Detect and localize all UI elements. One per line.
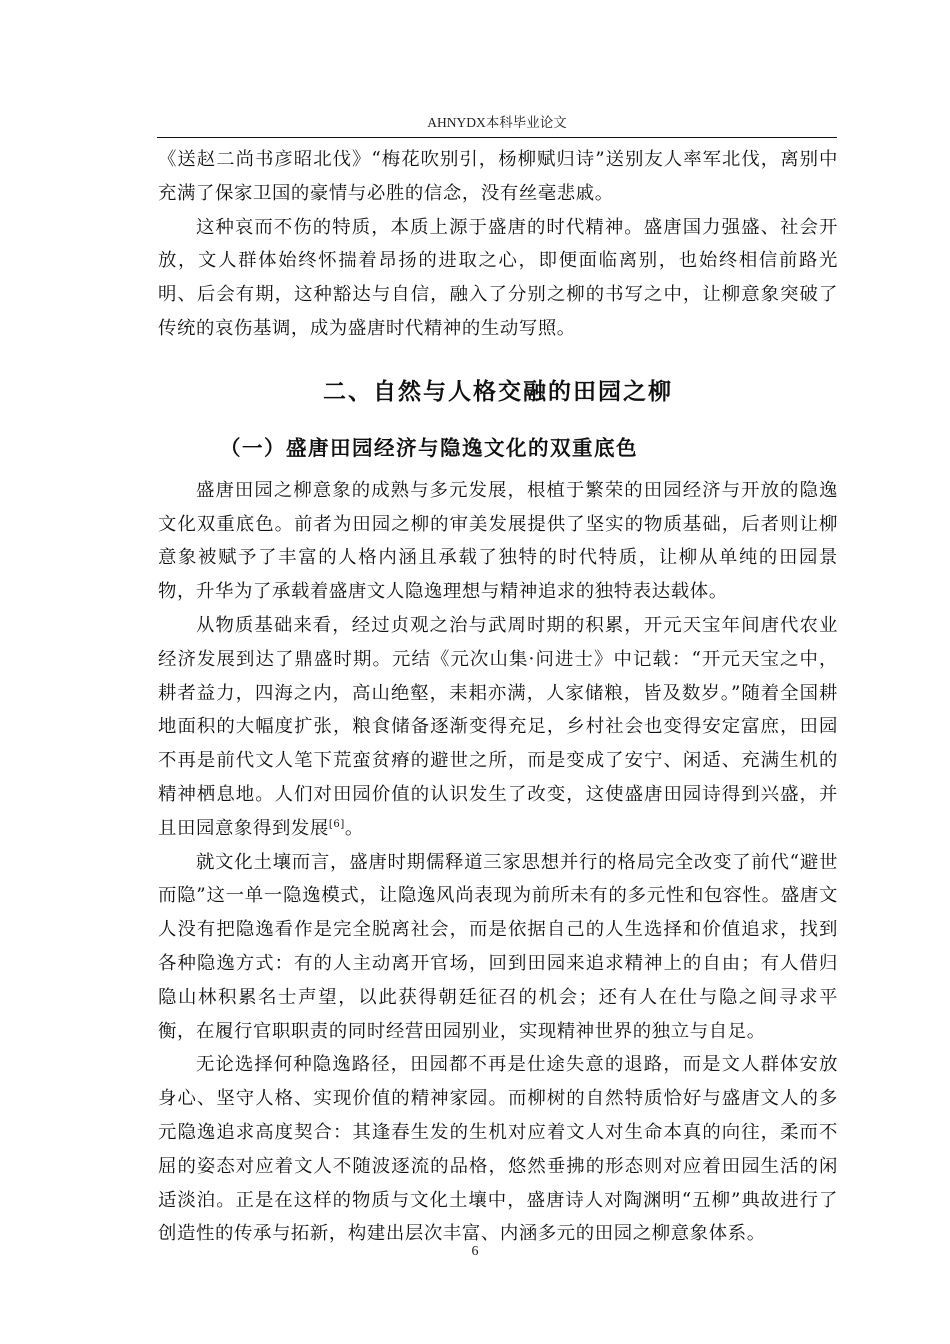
subsection-heading: （一）盛唐田园经济与隐逸文化的双重底色	[220, 435, 638, 460]
paragraph: 这种哀而不伤的特质，本质上源于盛唐的时代精神。盛唐国力强盛、社会开放，文人群体始终怀揣着昂扬的进取之心，即便面临离别，也始终相信前路光明、后会有期，这种豁达与自信，融入了分别之柳的书写之中，让柳意象突破了传统的哀伤基调，成为盛唐时代精神的生动写照。	[158, 216, 838, 339]
running-header: AHNYDX本科毕业论文	[427, 115, 567, 130]
paragraph: 盛唐田园之柳意象的成熟与多元发展，根植于繁荣的田园经济与开放的隐逸文化双重底色。前者为田园之柳的审美发展提供了坚实的物质基础，后者则让柳意象被赋予了丰富的人格内涵且承载了独特的时代特质，让柳从单纯的田园景物，升华为了承载着盛唐文人隐逸理想与精神追求的独特表达载体。	[158, 479, 838, 603]
paragraph-with-citation	[158, 609, 838, 846]
paragraph-end: 。	[344, 817, 364, 839]
paragraph-continued: 《送赵二尚书彦昭北伐》“梅花吹别引，杨柳赋归诗”送别友人率军北伐，离别中充满了保家卫国的豪情与必胜的信念，没有丝毫悲戚。	[158, 149, 838, 204]
header-rule	[157, 137, 837, 138]
paragraph: 无论选择何种隐逸路径，田园都不再是仕途失意的退路，而是文人群体安放身心、坚守人格、实现价值的精神家园。而柳树的自然特质恰好与盛唐文人的多元隐逸追求高度契合：其逢春生发的生机对应着文人对生命本真的向往，柔而不屈的姿态对应着文人不随波逐流的品格，悠然垂拂的形态则对应着田园生活的闲适淡泊。正是在这样的物质与文化土壤中，盛唐诗人对陶渊明“五柳”典故进行了创造性的传承与拓新，构建出层次丰富、内涵多元的田园之柳意象体系。	[158, 1054, 838, 1245]
section-heading: 二、自然与人格交融的田园之柳	[323, 378, 673, 405]
paragraph: 就文化土壤而言，盛唐时期儒释道三家思想并行的格局完全改变了前代“避世而隐”这一单一隐逸模式，让隐逸风尚表现为前所未有的多元性和包容性。盛唐文人没有把隐逸看作是完全脱离社会，而是依据自己的人生选择和价值追求，找到各种隐逸方式：有的人主动离开官场，回到田园来追求精神上的自由；有人借归隐山林积累名士声望，以此获得朝廷征召的机会；还有人在仕与隐之间寻求平衡，在履行官职职责的同时经营田园别业，实现精神世界的独立与自足。	[158, 851, 838, 1042]
page-number: 6	[471, 1244, 479, 1259]
paragraph-text: 从物质基础来看，经过贞观之治与武周时期的积累，开元天宝年间唐代农业经济发展到达了鼎盛时期。元结《元次山集·问进士》中记载：“开元天宝之中，耕者益力，四海之内，高山绝壑，耒耜亦满，人家储粮，皆及数岁。”随着全国耕地面积的大幅度扩张，粮食储备逐渐变得充足，乡村社会也变得安定富庶，田园不再是前代文人笔下荒蛮贫瘠的避世之所，而是变成了安宁、闲适、充满生机的精神栖息地。人们对田园价值的认识发生了改变，这使盛唐田园诗得到兴盛，并且田园意象得到发展	[158, 614, 838, 839]
page-body	[158, 143, 838, 1251]
citation-reference[interactable]: [6]	[328, 818, 345, 830]
